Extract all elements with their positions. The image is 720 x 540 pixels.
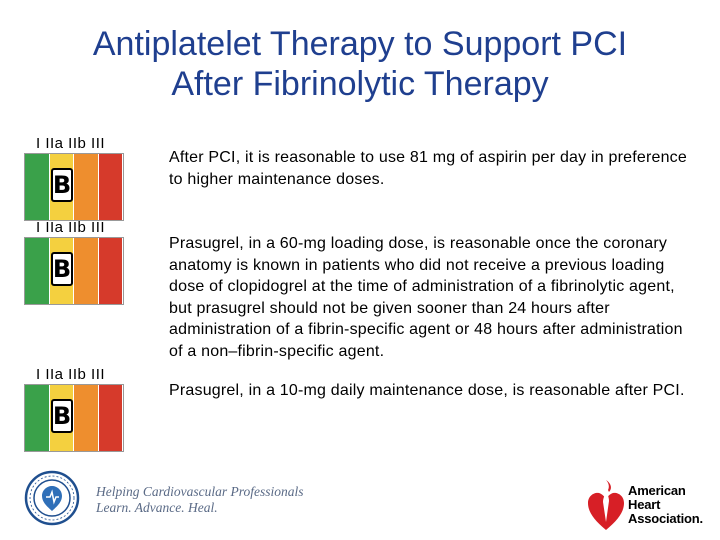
class-labels: I IIa IIb III (36, 135, 106, 152)
class-color-bars (24, 237, 124, 305)
class-iii-bar (99, 238, 124, 304)
slide-title-line-1: Antiplatelet Therapy to Support PCI (92, 25, 628, 63)
class-color-bars (24, 153, 124, 221)
class-i-bar (25, 154, 50, 220)
class-iib-bar (74, 238, 99, 304)
level-of-evidence-badge: B (51, 399, 73, 433)
recommendation-text-2: Prasugrel, in a 60-mg loading dose, is reasonable once the coronary anatomy is known in patients who did not receive a previous loading dose of clopidogrel at the time of administration of a fibrinolytic agent, but prasugrel should not be given sooner than 24 hours after administration of a fibrin-specific agent or 48 hours after administration of a non–fibrin-specific agent. (169, 235, 683, 360)
recommendation-class-box-3 (24, 367, 164, 452)
recommendation-class-box-2 (24, 220, 164, 305)
class-iib-bar (74, 385, 99, 451)
class-color-bars (24, 384, 124, 452)
class-labels: I IIa IIb III (36, 219, 106, 236)
aha-line-2: Heart (628, 497, 661, 512)
tagline-line-1: Helping Cardiovascular Professionals (96, 484, 304, 499)
recommendation-class-box-1 (24, 136, 164, 221)
aha-line-3: Association. (628, 511, 703, 526)
slide-title-line-2: After Fibrinolytic Therapy (171, 65, 549, 103)
slide-title (0, 24, 720, 104)
acc-tagline (96, 484, 304, 516)
aha-wordmark (628, 484, 703, 526)
tagline-line-2: Learn. Advance. Heal. (96, 500, 218, 515)
class-labels: I IIa IIb III (36, 366, 106, 383)
class-iib-bar (74, 154, 99, 220)
class-iii-bar (99, 385, 124, 451)
class-i-bar (25, 385, 50, 451)
recommendation-text-1: After PCI, it is reasonable to use 81 mg of aspirin per day in preference to higher maintenance doses. (169, 149, 687, 188)
level-of-evidence-badge: B (51, 252, 73, 286)
level-of-evidence-badge: B (51, 168, 73, 202)
american-college-of-cardiology-seal-icon (24, 470, 80, 526)
class-i-bar (25, 238, 50, 304)
aha-line-1: American (628, 483, 686, 498)
recommendation-text-3: Prasugrel, in a 10-mg daily maintenance dose, is reasonable after PCI. (169, 382, 685, 399)
class-iii-bar (99, 154, 124, 220)
